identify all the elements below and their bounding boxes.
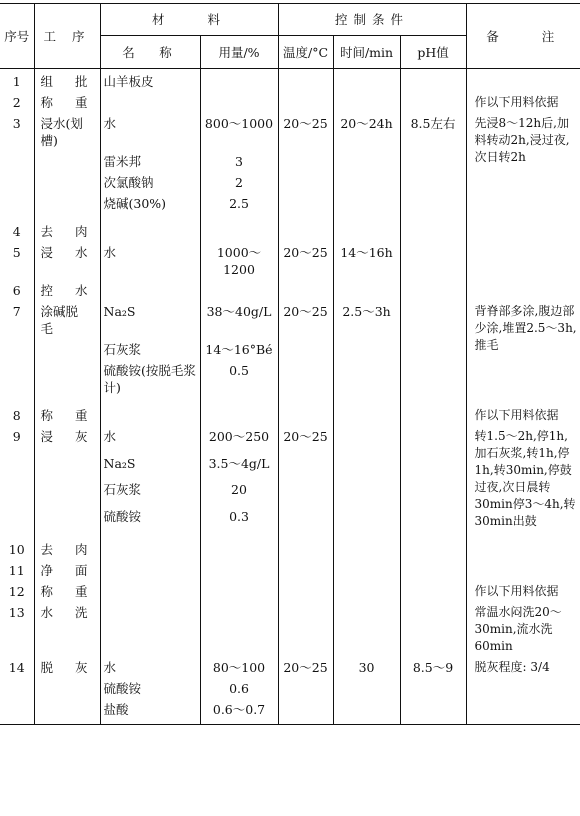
cell-time: 14～16h <box>333 240 400 278</box>
table-row <box>0 111 580 149</box>
cell-process: 去 肉 <box>34 530 100 558</box>
cell-amount: 38～40g/L <box>200 299 278 337</box>
cell-ph <box>400 278 466 299</box>
tanning-process-table <box>0 3 580 725</box>
cell-ph: 8.5左右 <box>400 111 466 149</box>
cell-temp: 20～25 <box>278 240 333 278</box>
cell-time <box>333 191 400 212</box>
cell-note <box>466 278 580 299</box>
cell-process: 涂碱脱毛 <box>34 299 100 337</box>
cell-ph <box>400 697 466 725</box>
header-time: 时间/min <box>333 36 400 69</box>
cell-no <box>0 337 34 358</box>
cell-note <box>466 558 580 579</box>
cell-temp <box>278 278 333 299</box>
cell-note: 转1.5～2h,停1h,加石灰浆,转1h,停1h,转30min,停鼓过夜,次日晨转30min停3～4h,转30min出鼓 <box>466 424 580 530</box>
cell-name <box>100 558 200 579</box>
cell-amount <box>200 278 278 299</box>
cell-time <box>333 504 400 531</box>
cell-ph <box>400 558 466 579</box>
cell-time <box>333 451 400 478</box>
cell-note <box>466 530 580 558</box>
cell-amount: 0.6 <box>200 676 278 697</box>
cell-process: 去 肉 <box>34 212 100 240</box>
cell-process <box>34 149 100 170</box>
cell-time <box>333 170 400 191</box>
cell-no: 6 <box>12 283 21 298</box>
cell-no <box>0 191 34 212</box>
header-materials: 材 料 <box>100 4 278 36</box>
cell-amount: 0.3 <box>200 504 278 531</box>
cell-no: 4 <box>12 224 21 239</box>
cell-name <box>100 90 200 111</box>
cell-amount: 14～16°Bé <box>200 337 278 358</box>
cell-time: 30 <box>333 655 400 676</box>
cell-note: 作以下用料依据 <box>466 396 580 424</box>
cell-name <box>100 278 200 299</box>
cell-no: 3 <box>12 116 21 131</box>
cell-name <box>100 579 200 600</box>
table-row <box>0 558 580 579</box>
cell-temp <box>278 69 333 91</box>
cell-note <box>466 69 580 91</box>
cell-process: 浸 水 <box>34 240 100 278</box>
cell-note: 作以下用料依据 <box>466 90 580 111</box>
cell-ph <box>400 358 466 396</box>
cell-time <box>333 530 400 558</box>
cell-ph <box>400 69 466 91</box>
cell-temp <box>278 579 333 600</box>
cell-ph <box>400 504 466 531</box>
cell-amount: 20 <box>200 477 278 504</box>
cell-amount <box>200 530 278 558</box>
cell-process: 水 洗 <box>34 600 100 655</box>
cell-temp <box>278 558 333 579</box>
cell-time <box>333 558 400 579</box>
cell-amount: 200～250 <box>200 424 278 451</box>
cell-temp <box>278 170 333 191</box>
cell-temp: 20～25 <box>278 299 333 337</box>
cell-note: 作以下用料依据 <box>466 579 580 600</box>
table-row <box>0 212 580 240</box>
header-amount: 用量/% <box>200 36 278 69</box>
cell-note <box>466 240 580 278</box>
cell-name: 硫酸铵 <box>100 676 200 697</box>
cell-time: 20～24h <box>333 111 400 149</box>
cell-time <box>333 212 400 240</box>
cell-temp <box>278 358 333 396</box>
cell-ph <box>400 424 466 451</box>
cell-time <box>333 149 400 170</box>
cell-no <box>0 170 34 191</box>
cell-process <box>34 170 100 191</box>
cell-time <box>333 358 400 396</box>
cell-process: 脱 灰 <box>34 655 100 676</box>
cell-process: 浸水(划槽) <box>34 111 100 149</box>
cell-no <box>0 697 34 725</box>
cell-no <box>0 149 34 170</box>
cell-name <box>100 600 200 655</box>
cell-name: 水 <box>100 655 200 676</box>
header-temp: 温度/°C <box>278 36 333 69</box>
cell-note <box>466 212 580 240</box>
cell-temp <box>278 676 333 697</box>
cell-amount: 0.6～0.7 <box>200 697 278 725</box>
cell-amount <box>200 212 278 240</box>
cell-name: Na₂S <box>100 451 200 478</box>
cell-ph <box>400 477 466 504</box>
cell-process: 控 水 <box>34 278 100 299</box>
cell-time <box>333 424 400 451</box>
cell-process: 称 重 <box>34 579 100 600</box>
cell-name <box>100 212 200 240</box>
cell-ph <box>400 299 466 337</box>
cell-name <box>100 396 200 424</box>
cell-process: 组 批 <box>34 69 100 91</box>
cell-note: 常温水闷洗20～30min,流水洗60min <box>466 600 580 655</box>
cell-process <box>34 504 100 531</box>
cell-time <box>333 600 400 655</box>
cell-temp <box>278 504 333 531</box>
cell-process <box>34 191 100 212</box>
table-row <box>0 278 580 299</box>
cell-name: 水 <box>100 240 200 278</box>
cell-no: 14 <box>8 660 25 675</box>
cell-amount <box>200 600 278 655</box>
table-row <box>0 600 580 655</box>
cell-temp <box>278 191 333 212</box>
cell-note <box>466 676 580 697</box>
cell-name <box>100 530 200 558</box>
cell-temp <box>278 697 333 725</box>
cell-note: 背脊部多涂,腹边部少涂,堆置2.5～3h,推毛 <box>466 299 580 396</box>
cell-amount: 3 <box>200 149 278 170</box>
cell-ph <box>400 240 466 278</box>
cell-name: 盐酸 <box>100 697 200 725</box>
cell-temp: 20～25 <box>278 424 333 451</box>
cell-ph <box>400 212 466 240</box>
cell-time <box>333 697 400 725</box>
table-row <box>0 396 580 424</box>
cell-note: 脱灰程度: 3/4 <box>466 655 580 676</box>
cell-temp: 20～25 <box>278 655 333 676</box>
cell-temp <box>278 337 333 358</box>
cell-process <box>34 358 100 396</box>
header-process: 工 序 <box>34 4 100 69</box>
cell-temp <box>278 477 333 504</box>
cell-ph <box>400 530 466 558</box>
table-row <box>0 676 580 697</box>
table-row <box>0 299 580 337</box>
cell-amount <box>200 579 278 600</box>
cell-amount: 3.5～4g/L <box>200 451 278 478</box>
cell-process <box>34 697 100 725</box>
cell-ph <box>400 579 466 600</box>
cell-no: 7 <box>12 304 21 319</box>
cell-no: 9 <box>12 429 21 444</box>
table-row <box>0 530 580 558</box>
cell-amount: 0.5 <box>200 358 278 396</box>
cell-name: 石灰浆 <box>100 337 200 358</box>
cell-process <box>34 337 100 358</box>
cell-process <box>34 676 100 697</box>
cell-time <box>333 676 400 697</box>
cell-name: 硫酸铵 <box>100 504 200 531</box>
cell-no: 11 <box>8 563 25 578</box>
cell-ph <box>400 451 466 478</box>
table-row <box>0 424 580 451</box>
cell-amount <box>200 90 278 111</box>
header-no: 序号 <box>0 4 34 69</box>
cell-process: 称 重 <box>34 396 100 424</box>
cell-time <box>333 90 400 111</box>
cell-no <box>0 676 34 697</box>
cell-time <box>333 278 400 299</box>
cell-name: 水 <box>100 424 200 451</box>
cell-no: 13 <box>8 605 25 620</box>
cell-amount <box>200 396 278 424</box>
cell-ph <box>400 191 466 212</box>
cell-temp <box>278 149 333 170</box>
cell-no: 10 <box>8 542 25 557</box>
table-row <box>0 579 580 600</box>
cell-time <box>333 337 400 358</box>
cell-name: 烧碱(30%) <box>100 191 200 212</box>
cell-no: 2 <box>12 95 21 110</box>
cell-time <box>333 69 400 91</box>
cell-ph <box>400 337 466 358</box>
cell-temp <box>278 90 333 111</box>
header-conditions: 控制条件 <box>278 4 466 36</box>
cell-ph: 8.5～9 <box>400 655 466 676</box>
cell-ph <box>400 149 466 170</box>
cell-temp <box>278 600 333 655</box>
cell-ph <box>400 676 466 697</box>
cell-amount <box>200 69 278 91</box>
cell-time <box>333 396 400 424</box>
cell-name: Na₂S <box>100 299 200 337</box>
cell-ph <box>400 396 466 424</box>
cell-temp <box>278 212 333 240</box>
table-row <box>0 69 580 91</box>
cell-ph <box>400 600 466 655</box>
cell-amount: 800～1000 <box>200 111 278 149</box>
cell-process: 称 重 <box>34 90 100 111</box>
header-remarks: 备 注 <box>466 4 580 69</box>
cell-no <box>0 504 34 531</box>
header-ph: pH值 <box>400 36 466 69</box>
cell-no: 1 <box>12 74 21 89</box>
cell-process <box>34 477 100 504</box>
cell-amount: 2.5 <box>200 191 278 212</box>
cell-temp <box>278 451 333 478</box>
cell-name: 雷米邦 <box>100 149 200 170</box>
cell-ph <box>400 170 466 191</box>
cell-no: 8 <box>12 408 21 423</box>
cell-name: 硫酸铵(按脱毛浆计) <box>100 358 200 396</box>
cell-time <box>333 579 400 600</box>
cell-process: 浸 灰 <box>34 424 100 451</box>
cell-name: 石灰浆 <box>100 477 200 504</box>
cell-amount <box>200 558 278 579</box>
cell-note: 先浸8～12h后,加料转动2h,浸过夜,次日转2h <box>466 111 580 212</box>
cell-process <box>34 451 100 478</box>
cell-amount: 1000～1200 <box>200 240 278 278</box>
cell-no <box>0 451 34 478</box>
cell-name: 次氯酸钠 <box>100 170 200 191</box>
table-body <box>0 69 580 725</box>
cell-temp <box>278 396 333 424</box>
cell-no <box>0 358 34 396</box>
cell-amount: 2 <box>200 170 278 191</box>
cell-time: 2.5～3h <box>333 299 400 337</box>
cell-no <box>0 477 34 504</box>
cell-no: 5 <box>12 245 21 260</box>
cell-ph <box>400 90 466 111</box>
table-row <box>0 697 580 725</box>
table-row <box>0 655 580 676</box>
cell-temp <box>278 530 333 558</box>
cell-temp: 20～25 <box>278 111 333 149</box>
cell-no: 12 <box>8 584 25 599</box>
cell-time <box>333 477 400 504</box>
table-row <box>0 240 580 278</box>
cell-note <box>466 697 580 725</box>
cell-process: 净 面 <box>34 558 100 579</box>
header-name: 名 称 <box>100 36 200 69</box>
cell-amount: 80～100 <box>200 655 278 676</box>
cell-name: 山羊板皮 <box>100 69 200 91</box>
table-row <box>0 90 580 111</box>
cell-name: 水 <box>100 111 200 149</box>
